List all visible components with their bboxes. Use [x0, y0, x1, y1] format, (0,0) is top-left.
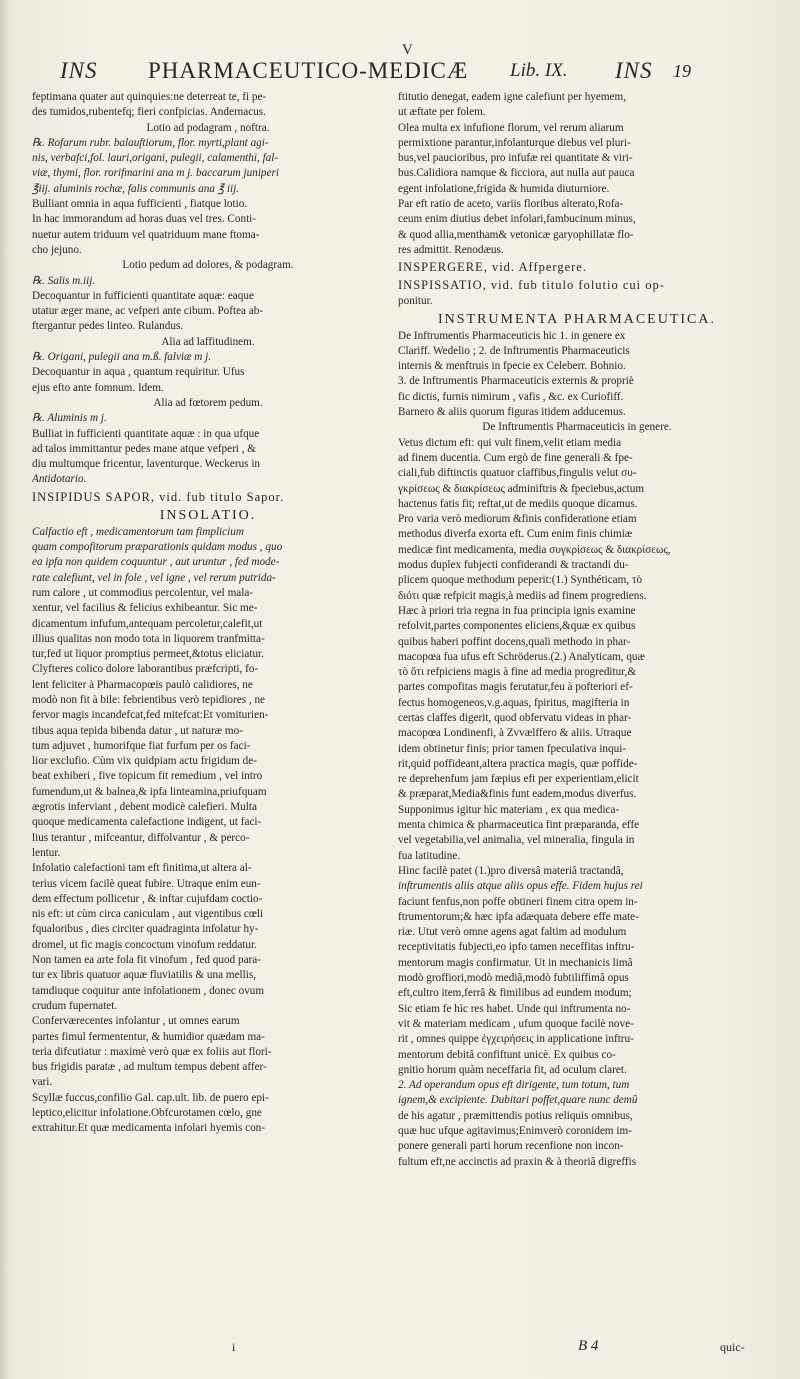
- text-line: Antidotario.: [32, 473, 87, 486]
- text-line: tur,fed ut liquor promptius permeet,&totus eliciatur.: [32, 648, 264, 661]
- text-line: hactenus fatis fit; reftat,ut de mediis quoque dicamus.: [398, 497, 638, 510]
- text-line: γκρίσεως & διακρίσεως adminiftris & fpeciebus,actum: [398, 482, 645, 495]
- text-line: tibus aqua tepida bibenda datur , ut naturæ mo-: [32, 724, 243, 737]
- text-line: tur ex libris quatuor aquæ fluviatilis & una mellis,: [32, 969, 257, 982]
- text-line: quam compofitorum præparationis quidam modus , quo: [32, 541, 283, 554]
- text-line: partes compofitas magis ferutatur,feu à pofteriori ef-: [398, 681, 633, 694]
- text-line: refolvit,partes componentes eliciens,&quæ ex quibus: [398, 620, 636, 633]
- text-line: modus duplex fubjecti confiderandi & tractandi du-: [398, 559, 629, 572]
- section-heading: INSOLATIO.: [159, 507, 257, 523]
- text-line: Hæc à priori tria regna in fua principia ignis examine: [398, 604, 636, 617]
- text-line: Calfactio eft , medicamentorum tam fimplicium: [32, 525, 244, 538]
- text-line: In hac immorandum ad horas duas vel tres. Conti-: [32, 213, 257, 226]
- text-line: Bulliant omnia in aqua fufficienti , fiatque lotio.: [32, 198, 248, 211]
- text-line: ignem,& excipiente. Dubitari poffet,quare nunc demû: [398, 1094, 638, 1107]
- text-line: Pro varia verò mediorum &finis confideratione etiam: [398, 513, 637, 526]
- text-line: dromel, ut fic magis concoctum vinofum reddatur.: [32, 938, 257, 951]
- text-line: leptico,elicitur infolatione.Obfcurotamen cœlo, gne: [32, 1107, 262, 1119]
- text-line: ægrotis inferviant , debent modicè calefieri. Multa: [32, 801, 257, 814]
- text-line: ftrumentorum;& hæc ipfa adæquata debere effe mate-: [398, 910, 639, 923]
- text-line: ponere generali parti horum recenfione non incon-: [398, 1140, 624, 1153]
- text-line: rit , omnes quippe ἐγχειρήσεις in applicatione inftru-: [398, 1033, 634, 1046]
- text-line: rum calore , ut commodius percolentur, vel mala-: [32, 586, 254, 599]
- text-line: plicem quoque methodum peperit:(1.) Synthéticam, τὸ: [398, 574, 643, 587]
- text-line: ponitur.: [398, 295, 433, 308]
- text-line: cho jejuno.: [32, 243, 82, 256]
- text-line: mentorum debitâ confiftunt unicè. Ex quibus co-: [398, 1048, 616, 1061]
- text-line: lentur.: [32, 846, 61, 859]
- text-line: Par eft ratio de aceto, variis floribus alterato,Rofa-: [398, 198, 624, 211]
- text-line: Non tamen ea arte fola fit vinofum , fed quod para-: [32, 954, 261, 967]
- right-column: [398, 90, 756, 1340]
- text-line: medicæ fint medicamenta, media συγκρίσεως & διακρίσεως,: [398, 543, 671, 556]
- text-line: modò non fit à bile: febrientibus verò tepidiores , ne: [32, 693, 266, 706]
- text-line: feptimana quater aut quinquies:ne deterreat te, fi pe-: [32, 91, 267, 103]
- running-left-word: INS: [60, 58, 98, 83]
- text-line: tamdiuque coquitur ante infolationem , donec ovum: [32, 984, 265, 997]
- text-line: inftrumentis aliis atque aliis opus effe. Fidem hujus rei: [398, 880, 643, 893]
- running-header: [0, 42, 800, 86]
- text-line: rit,quid poffideant,altera practica magis, quæ poffide-: [398, 757, 638, 770]
- text-line: macopœa Londinenfi, à Zvvælffero & aliis. Utraque: [398, 727, 632, 740]
- left-column: [32, 90, 384, 1340]
- running-book: Lib. IX.: [510, 60, 568, 81]
- text-line: fultum eft,ne accinctis ad praxin & à theoriâ digreffis: [398, 1155, 637, 1168]
- running-right-word: INS: [615, 58, 653, 83]
- text-line: ut æftate per folem.: [398, 106, 486, 119]
- text-line: Decoquantur in fufficienti quantitate aquæ: eaque: [32, 289, 254, 302]
- text-line: De Inftrumentis Pharmaceuticis in genere.: [482, 421, 672, 434]
- text-line: certas claffes digerit, quod obfervatu videas in phar-: [398, 711, 632, 724]
- text-line: nis, verbafci,fol. lauri,origani, pulegii, calamenthi, fal-: [32, 152, 279, 165]
- text-line: menta chimica & pharmaceutica fint præparanda, effe: [398, 819, 640, 832]
- text-line: extrahitur.Et quæ medicamenta infolari hyemis con-: [32, 1122, 266, 1135]
- text-line: ad finem ducentia. Cum ergò de fine generali & fpe-: [398, 451, 633, 464]
- text-line: utatur æger mane, ac vefperi ante cibum. Poftea ab-: [32, 305, 264, 318]
- text-line: Sic etiam fe hìc res habet. Unde qui inftrumenta no-: [398, 1002, 631, 1015]
- text-line: Clariff. Wedelio ; 2. de Inftrumentis Pharmaceuticis: [398, 344, 630, 357]
- text-line: nuetur autem triduum vel quatriduum mane ftoma-: [32, 228, 260, 241]
- text-line: Decoquantur in aqua , quantum requiritur. Ufus: [32, 366, 245, 379]
- gutter-shadow: [0, 0, 10, 1379]
- catchword: quic-: [720, 1340, 745, 1354]
- text-line: Hinc facilè patet (1.)pro diversâ materiâ tractandâ,: [398, 864, 624, 877]
- text-line: de his agatur , præmittendis potius reliquis omnibus,: [398, 1109, 633, 1122]
- text-line: tum adjuvet , humorifque fiat furfum per os faci-: [32, 739, 251, 752]
- text-line: Conferværecentes infolantur , ut omnes earum: [32, 1015, 240, 1028]
- text-line: Infolatio calefactioni tam eft finitima,ut altera al-: [32, 862, 252, 875]
- text-line: 2. Ad operandum opus eft dirigente, tum totum, tum: [398, 1079, 630, 1092]
- text-line: quæ huc ufque agitavimus;Enimverò coronidem im-: [398, 1125, 632, 1137]
- text-line: Lotio ad podagram , noftra.: [146, 121, 270, 134]
- footer-mark: i: [232, 1340, 236, 1354]
- text-line: ea ipfa non quidem coquuntur , aut uruntur , fed mode-: [32, 556, 280, 569]
- text-line: Clyfteres colico dolore laborantibus præfcripti, fo-: [32, 663, 259, 676]
- text-line: fua latitudine.: [398, 849, 461, 862]
- text-line: ℥iij. aluminis rochæ, falis communis ana ℥ iij.: [32, 182, 240, 195]
- text-line: Barnero & aliis quorum figuras itidem adducemus.: [398, 406, 626, 419]
- text-line: ad talos immittantur pedes mane atque vefperi , &: [32, 442, 256, 455]
- text-line: Alia ad laffitudinem.: [161, 335, 255, 348]
- section-heading: INSPISSATIO, vid. fub titulo folutio cui op-: [398, 278, 665, 293]
- text-line: fectus homogeneos,v.g.aquas, fpiritus, magifteria in: [398, 696, 630, 709]
- text-line: Olea multa ex infufione florum, vel rerum aliarum: [398, 121, 624, 134]
- text-line: ℞. Origani, pulegii ana m.ß. falviæ m j.: [32, 351, 212, 364]
- text-line: 3. de Inftrumentis Pharmaceuticis externis & propriè: [398, 375, 634, 388]
- text-line: quibus haberi poffint docens,quali methodo in phar-: [398, 635, 631, 648]
- text-line: partes fimul fermententur, & humidior quædam ma-: [32, 1030, 265, 1043]
- text-line: Supponimus igitur hìc materiam , ex qua medica-: [398, 803, 620, 816]
- text-line: receptivitatis fubjecti,eo ipfo tamen neceffitas inftru-: [398, 941, 635, 954]
- text-line: bus.Calidiora namque & ficciora, aut nulla aut pauca: [398, 167, 635, 180]
- text-line: rate calefiunt, vel in fole , vel igne , vel rerum putrida-: [32, 571, 276, 584]
- text-line: bus,vel paucioribus, pro infufæ rei quantitate & viri-: [398, 152, 633, 165]
- text-line: lius terantur , mifceantur, diffolvantur , & perco-: [32, 831, 250, 844]
- text-line: ceum enim diutius debet infolari,fambucinum minus,: [398, 213, 636, 226]
- text-line: re deprehenfum jam fæpius eft per experientiam,elicit: [398, 773, 639, 786]
- text-line: ℞. Salis m.iij.: [32, 274, 96, 287]
- text-line: ejus efto ante fomnum. Idem.: [32, 381, 164, 394]
- section-heading: INSTRUMENTA PHARMACEUTICA.: [437, 311, 716, 327]
- text-line: fqualoribus , dies circiter quadraginta infolatur hy-: [32, 923, 259, 936]
- text-line: dem effectum pollicetur , & inftar cujufdam coctio-: [32, 892, 263, 905]
- text-line: faciunt fenfus,non poffe obtineri finem citra opem in-: [398, 895, 638, 908]
- text-line: eft,cultro item,ferrâ & fimilibus ad eundem modum;: [398, 987, 632, 1000]
- text-line: diu multumque fricentur, laventurque. Weckerus in: [32, 458, 261, 471]
- text-line: vit & materiam medicam , ufum quoque facilè nove-: [398, 1017, 634, 1030]
- text-line: vel vegetabilia,vel animalia, vel mineralia, fingula in: [398, 834, 635, 847]
- text-line: fumendum,ut & balnea,& ipfa linteamina,priufquam: [32, 785, 267, 798]
- text-line: & præparat,Media&finis funt eadem,modus diverfus.: [398, 788, 637, 801]
- text-line: viæ, thymi, flor. rorifmarini ana m j. baccarum juniperi: [32, 167, 279, 180]
- text-line: Bulliat in fufficienti quantitate aquæ : in qua ufque: [32, 427, 260, 440]
- text-line: nis eft: ut cùm circa caniculam , aut vigentibus cœli: [32, 908, 264, 921]
- text-line: fervor magis incandefcat,fed mitefcat:Et vomiturien-: [32, 709, 269, 722]
- text-line: permixtione parantur,infolanturque diebus vel pluri-: [398, 136, 631, 149]
- text-line: beat exhiberi , five topicum fit remedium , vel intro: [32, 770, 263, 783]
- text-line: res admittit. Renodæus.: [398, 243, 504, 256]
- page-footer: [0, 1340, 800, 1364]
- text-line: Scyllæ fuccus,confilio Gal. cap.ult. lib. de puero epi-: [32, 1091, 269, 1104]
- text-line: fic dictis, furnis nimirum , vafis , &c. ex Curiofiff.: [398, 390, 624, 403]
- text-line: Vetus dictum eft: qui vult finem,velit etiam media: [398, 436, 622, 449]
- text-line: lent feliciter à Pharmacopœis paulò calidiores, ne: [32, 678, 253, 691]
- text-line: τὸ ὅτι refpiciens magis à fine ad media progreditur,&: [398, 666, 637, 679]
- text-line: xentur, vel facilius & felicius exhibeantur. Sic me-: [32, 602, 258, 615]
- text-line: Lotio pedum ad dolores, & podagram.: [122, 259, 294, 272]
- header-signature-mark: V: [402, 42, 414, 58]
- text-line: ℞. Aluminis m j.: [32, 412, 107, 425]
- text-line: mentorum magis confirmatur. Ut in mechanicis limâ: [398, 956, 633, 969]
- text-line: terius vicem facilè queat fubire. Utraque enim eun-: [32, 877, 261, 890]
- text-line: macopœa fua ufus eft Schröderus.(2.) Analyticam, quæ: [398, 650, 645, 663]
- text-line: lior exclufio. Cùm vix quidpiam actu frigidum de-: [32, 755, 257, 768]
- text-line: διότι quæ refpicit magis,à mediis ad finem progrediens.: [398, 589, 647, 602]
- text-line: modò groffiori,modò mediâ,modò fubtiliffimâ opus: [398, 972, 629, 985]
- text-line: ciali,fub diftinctis quatuor claffibus,fingulis velut συ-: [398, 467, 637, 480]
- text-line: egent infolatione,frigida & humida diuturniore.: [398, 182, 610, 195]
- text-line: internis & menftruis in fpecie ex Celeberr. Bohnio.: [398, 360, 626, 373]
- text-line: ftitutio denegat, eadem igne calefiunt per hyemem,: [398, 91, 627, 103]
- section-heading: INSPERGERE, vid. Affpergere.: [398, 260, 587, 275]
- text-line: crudum fupernatet.: [32, 999, 118, 1012]
- text-line: vari.: [32, 1076, 53, 1089]
- text-line: des tumidos,rubentefq; fieri confpicias. Andernacus.: [32, 106, 266, 119]
- text-line: De Inftrumentis Pharmaceuticis hic 1. in genere ex: [398, 329, 626, 342]
- page-number: 19: [673, 61, 691, 81]
- text-line: methodus diverfa exorta eft. Cum enim finis chimiæ: [398, 528, 633, 541]
- text-line: dicamentum infufum,antequam percoletur,calefit,ut: [32, 617, 263, 630]
- text-line: Alia ad fœtorem pedum.: [153, 396, 263, 409]
- text-line: teria difcutiatur : maximè verò quæ ex foliis aut flori-: [32, 1045, 272, 1058]
- text-line: ftergantur pedes linteo. Rulandus.: [32, 320, 184, 333]
- text-line: illius qualitas non modo tota in liquorem tranfmitta-: [32, 632, 265, 645]
- text-line: quoque medicamenta calefactione indigent, ut faci-: [32, 816, 262, 829]
- footer-signature: B 4: [578, 1338, 599, 1354]
- text-line: gnitio horum quàm neceffaria fit, ad oculum claret.: [398, 1063, 627, 1076]
- text-line: & quod allia,mentham& vetonicæ garyophillatæ flo-: [398, 228, 634, 241]
- text-line: ℞. Rofarum rubr. balauftiorum, flor. myrti,plant agi-: [32, 136, 269, 149]
- text-line: idem obtinetur finis; prior tamen fpeculativa inqui-: [398, 742, 627, 755]
- text-line: bus frigidis paratæ , ad multum tempus debent affer-: [32, 1061, 267, 1074]
- running-title: PHARMACEUTICO-MEDICÆ: [148, 58, 469, 83]
- section-heading: INSIPIDUS SAPOR, vid. fub titulo Sapor.: [32, 489, 285, 504]
- text-line: riæ. Utut verò omne agens agat faltim ad modulum: [398, 926, 627, 939]
